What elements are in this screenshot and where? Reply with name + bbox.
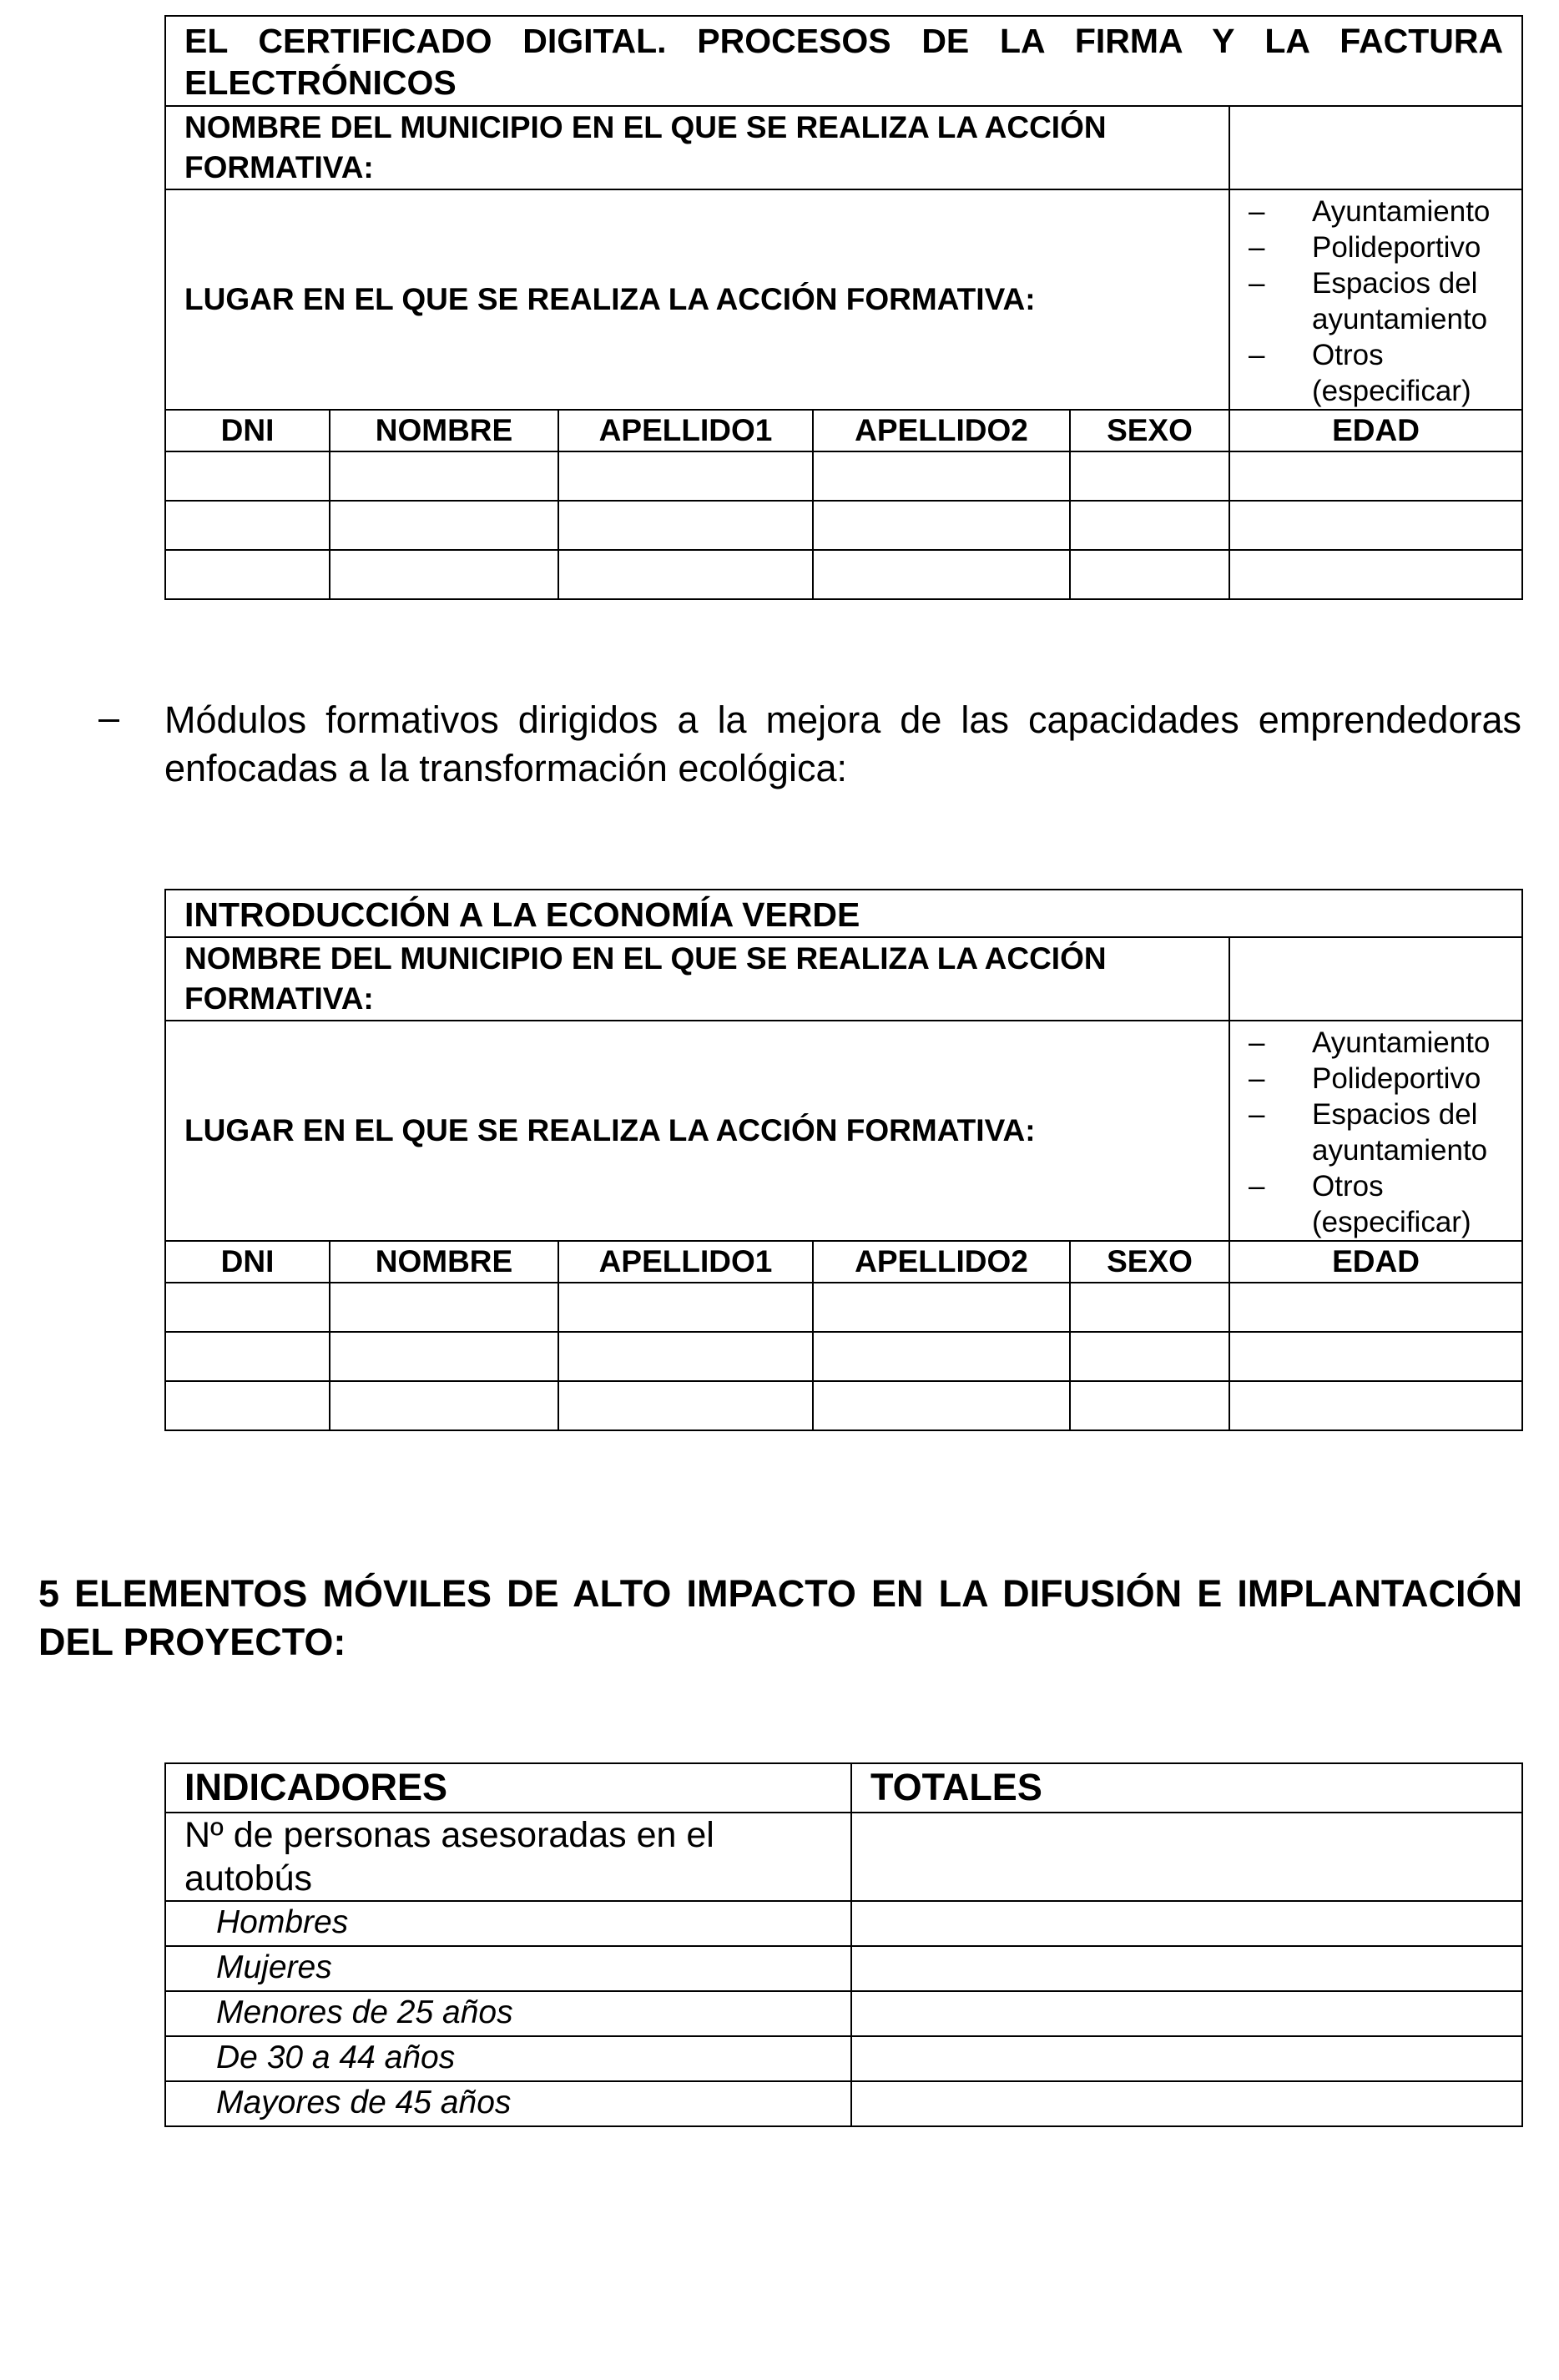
total-value-field[interactable] <box>851 2036 1522 2081</box>
table-cell[interactable] <box>165 501 330 550</box>
table-cell[interactable] <box>165 1381 330 1430</box>
column-header-nombre: NOMBRE <box>330 410 558 451</box>
indicator-sublabel: Mayores de 45 años <box>165 2081 851 2126</box>
table-cell[interactable] <box>558 550 813 599</box>
lugar-option[interactable]: – Ayuntamiento <box>1230 194 1521 229</box>
municipio-label: NOMBRE DEL MUNICIPIO EN EL QUE SE REALIZA LA ACCIÓN FORMATIVA: <box>165 937 1229 1021</box>
table-cell[interactable] <box>330 1381 558 1430</box>
course-title: INTRODUCCIÓN A LA ECONOMÍA VERDE <box>165 890 1522 937</box>
column-header-edad: EDAD <box>1229 1241 1522 1283</box>
table-cell[interactable] <box>558 1381 813 1430</box>
table-cell[interactable] <box>813 501 1070 550</box>
municipio-value-field[interactable] <box>1229 106 1522 189</box>
total-value-field[interactable] <box>851 2081 1522 2126</box>
table-cell[interactable] <box>813 1332 1070 1381</box>
indicator-sublabel: Menores de 25 años <box>165 1991 851 2036</box>
table-cell[interactable] <box>558 1283 813 1332</box>
course-table-2 <box>164 889 1523 1431</box>
table-row <box>165 1991 1522 2036</box>
lugar-option[interactable]: – Espacios del ayuntamiento <box>1230 1097 1521 1168</box>
table-cell[interactable] <box>1229 451 1522 501</box>
table-cell[interactable] <box>330 550 558 599</box>
municipio-value-field[interactable] <box>1229 937 1522 1021</box>
lugar-options <box>1229 189 1522 410</box>
indicators-table <box>164 1762 1523 2127</box>
table-row <box>165 2036 1522 2081</box>
table-cell[interactable] <box>1070 1381 1229 1430</box>
table-cell[interactable] <box>330 1283 558 1332</box>
bullet-paragraph: Módulos formativos dirigidos a la mejora de las capacidades emprendedoras enfocadas a la transformación ecológica: <box>164 698 1521 789</box>
column-header-indicadores: INDICADORES <box>165 1763 851 1813</box>
course-title: EL CERTIFICADO DIGITAL. PROCESOS DE LA FIRMA Y LA FACTURA ELECTRÓNICOS <box>165 16 1522 106</box>
table-cell[interactable] <box>813 451 1070 501</box>
column-header-sexo: SEXO <box>1070 410 1229 451</box>
lugar-label: LUGAR EN EL QUE SE REALIZA LA ACCIÓN FORMATIVA: <box>165 1021 1229 1241</box>
total-value-field[interactable] <box>851 1901 1522 1946</box>
lugar-option[interactable]: – Espacios del ayuntamiento <box>1230 265 1521 337</box>
lugar-option[interactable]: – Polideportivo <box>1230 1061 1521 1097</box>
column-header-nombre: NOMBRE <box>330 1241 558 1283</box>
table-cell[interactable] <box>1229 501 1522 550</box>
table-cell[interactable] <box>813 1381 1070 1430</box>
table-cell[interactable] <box>1229 1283 1522 1332</box>
column-header-apellido1: APELLIDO1 <box>558 410 813 451</box>
table-row <box>165 2081 1522 2126</box>
table-cell[interactable] <box>1229 550 1522 599</box>
table-row <box>165 1946 1522 1991</box>
table-row <box>165 1332 1522 1381</box>
bullet-marker: – <box>98 696 120 739</box>
table-cell[interactable] <box>558 501 813 550</box>
lugar-option[interactable]: – Otros (especificar) <box>1230 1168 1521 1240</box>
table-row <box>165 1813 1522 1901</box>
indicator-sublabel: Mujeres <box>165 1946 851 1991</box>
column-header-sexo: SEXO <box>1070 1241 1229 1283</box>
section-heading: 5 ELEMENTOS MÓVILES DE ALTO IMPACTO EN LA DIFUSIÓN E IMPLANTACIÓN DEL PROYECTO: <box>38 1572 1522 1663</box>
table-cell[interactable] <box>1229 1332 1522 1381</box>
column-header-dni: DNI <box>165 1241 330 1283</box>
table-cell[interactable] <box>1070 451 1229 501</box>
table-cell[interactable] <box>165 1283 330 1332</box>
indicator-sublabel: Hombres <box>165 1901 851 1946</box>
total-value-field[interactable] <box>851 1946 1522 1991</box>
table-cell[interactable] <box>1070 1332 1229 1381</box>
table-cell[interactable] <box>330 1332 558 1381</box>
table-cell[interactable] <box>165 451 330 501</box>
column-header-totales: TOTALES <box>851 1763 1522 1813</box>
lugar-option[interactable]: – Polideportivo <box>1230 229 1521 265</box>
total-value-field[interactable] <box>851 1813 1522 1901</box>
column-header-edad: EDAD <box>1229 410 1522 451</box>
lugar-option[interactable]: – Ayuntamiento <box>1230 1025 1521 1061</box>
table-row <box>165 451 1522 501</box>
indicator-sublabel: De 30 a 44 años <box>165 2036 851 2081</box>
table-cell[interactable] <box>1070 1283 1229 1332</box>
table-cell[interactable] <box>813 1283 1070 1332</box>
table-row <box>165 1283 1522 1332</box>
table-row <box>165 1381 1522 1430</box>
table-row <box>165 501 1522 550</box>
table-cell[interactable] <box>330 501 558 550</box>
table-row <box>165 550 1522 599</box>
column-header-apellido1: APELLIDO1 <box>558 1241 813 1283</box>
table-cell[interactable] <box>165 1332 330 1381</box>
course-table-1 <box>164 15 1523 600</box>
table-cell[interactable] <box>1070 550 1229 599</box>
table-cell[interactable] <box>813 550 1070 599</box>
indicator-label: Nº de personas asesoradas en el autobús <box>165 1813 851 1901</box>
table-cell[interactable] <box>1229 1381 1522 1430</box>
table-cell[interactable] <box>1070 501 1229 550</box>
column-header-dni: DNI <box>165 410 330 451</box>
table-cell[interactable] <box>330 451 558 501</box>
column-header-apellido2: APELLIDO2 <box>813 1241 1070 1283</box>
table-cell[interactable] <box>558 451 813 501</box>
column-header-apellido2: APELLIDO2 <box>813 410 1070 451</box>
table-row <box>165 1901 1522 1946</box>
municipio-label: NOMBRE DEL MUNICIPIO EN EL QUE SE REALIZA LA ACCIÓN FORMATIVA: <box>165 106 1229 189</box>
lugar-option[interactable]: – Otros (especificar) <box>1230 337 1521 409</box>
total-value-field[interactable] <box>851 1991 1522 2036</box>
table-cell[interactable] <box>558 1332 813 1381</box>
lugar-options <box>1229 1021 1522 1241</box>
table-cell[interactable] <box>165 550 330 599</box>
lugar-label: LUGAR EN EL QUE SE REALIZA LA ACCIÓN FORMATIVA: <box>165 189 1229 410</box>
